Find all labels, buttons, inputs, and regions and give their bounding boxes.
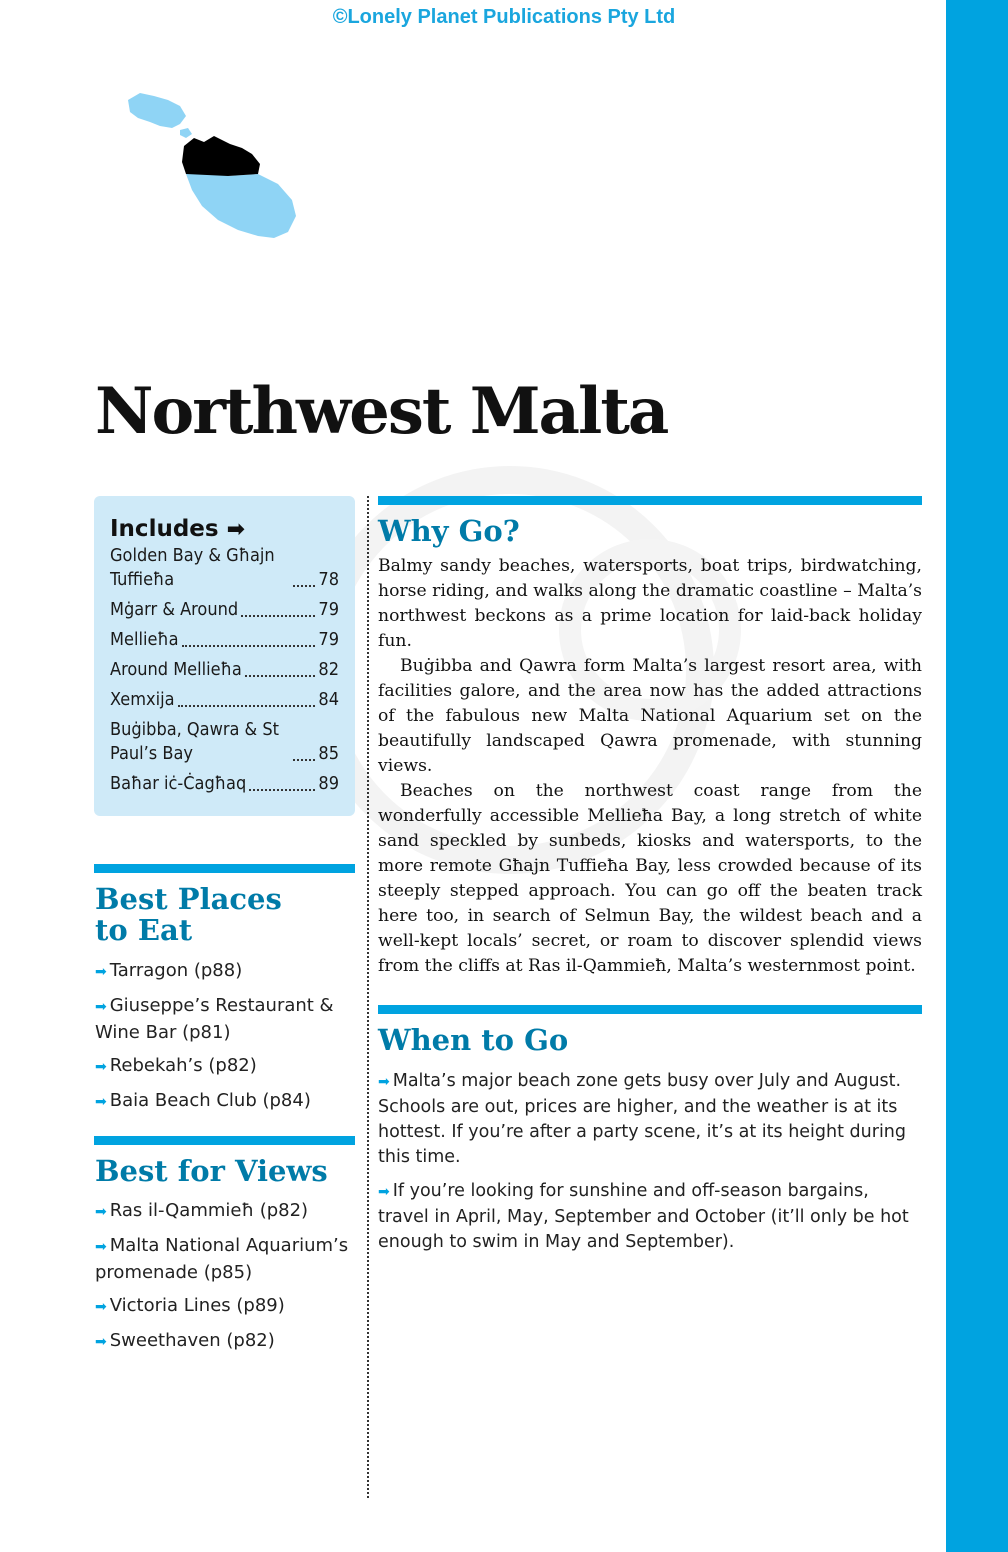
includes-item[interactable] bbox=[110, 718, 339, 766]
includes-item-name: Xemxija bbox=[110, 689, 175, 710]
includes-item-page: 85 bbox=[318, 743, 339, 764]
why-go-body bbox=[378, 554, 922, 979]
leader-dots bbox=[241, 615, 315, 617]
includes-item[interactable] bbox=[110, 688, 339, 712]
includes-item-name: Mġarr & Around bbox=[110, 599, 239, 620]
list-item-text: Ras il-Qammieħ (p82) bbox=[109, 1200, 309, 1221]
includes-item-page: 82 bbox=[318, 659, 339, 680]
includes-item-name: Golden Bay & Għajn Tuffieħa bbox=[110, 545, 275, 590]
list-item-text: Malta National Aquarium’s promenade (p85) bbox=[95, 1235, 349, 1283]
arrow-right-icon: ➡ bbox=[95, 999, 107, 1015]
paragraph: Balmy sandy beaches, watersports, boat trips, birdwatching, horse riding, and walks along the dramatic coastline – Malta’s northwest beckons as a prime location for laid-back holiday fun. bbox=[378, 556, 922, 651]
arrow-right-icon: ➡ bbox=[95, 964, 107, 980]
list-item[interactable] bbox=[95, 1328, 355, 1355]
chapter-tab bbox=[946, 0, 1008, 1552]
best-views-heading: Best for Views bbox=[95, 1154, 328, 1188]
includes-box bbox=[94, 496, 355, 816]
malta-map-icon bbox=[118, 88, 308, 248]
when-to-go-body bbox=[378, 1069, 922, 1264]
section-rule bbox=[378, 1005, 922, 1014]
includes-item[interactable] bbox=[110, 772, 339, 796]
leader-dots bbox=[178, 705, 316, 707]
when-item bbox=[378, 1179, 922, 1255]
arrow-right-icon: ➡ bbox=[95, 1239, 107, 1255]
leader-dots bbox=[249, 789, 315, 791]
section-rule bbox=[94, 1136, 355, 1145]
includes-item[interactable] bbox=[110, 628, 339, 652]
paragraph: Beaches on the northwest coast range from the wonderfully accessible Mellieħa Bay, a long stretch of white sand speckled by sunbeds, kiosks and watersports, to the more remote Għajn Tuffieħa Bay, less crowded because of its steeply stepped approach. You can go off the beaten track here too, in search of Selmun Bay, the wildest beach and a well-kept locals’ secret, or roam to discover splendid views from the cliffs at Ras il-Qammieħ, Malta’s westernmost point. bbox=[378, 781, 922, 976]
section-rule bbox=[378, 496, 922, 505]
leader-dots bbox=[182, 645, 316, 647]
includes-item-name: Mellieħa bbox=[110, 629, 179, 650]
includes-item-page: 89 bbox=[318, 773, 339, 794]
arrow-right-icon: ➡ bbox=[378, 1184, 390, 1200]
list-item-text: Tarragon (p88) bbox=[109, 960, 243, 981]
page-title: Northwest Malta bbox=[95, 374, 668, 449]
leader-dots bbox=[245, 675, 316, 677]
includes-item-page: 79 bbox=[318, 599, 339, 620]
column-divider bbox=[367, 496, 369, 1498]
why-go-heading: Why Go? bbox=[378, 514, 520, 548]
includes-heading-text: Includes bbox=[110, 516, 219, 542]
arrow-right-icon: ➡ bbox=[95, 1059, 107, 1075]
list-item[interactable] bbox=[95, 1053, 350, 1080]
best-eat-heading bbox=[95, 884, 282, 946]
includes-item-name: Baħar iċ-Ċagħaq bbox=[110, 773, 247, 794]
section-rule bbox=[94, 864, 355, 873]
list-item-text: Giuseppe’s Restaurant & Wine Bar (p81) bbox=[95, 995, 334, 1043]
best-eat-heading-line2: to Eat bbox=[95, 913, 193, 947]
list-item-text: Sweethaven (p82) bbox=[109, 1330, 275, 1351]
when-to-go-heading: When to Go bbox=[378, 1023, 569, 1057]
list-item-text: Victoria Lines (p89) bbox=[109, 1295, 285, 1316]
list-item[interactable] bbox=[95, 958, 350, 985]
arrow-right-icon: ➡ bbox=[378, 1074, 390, 1090]
best-eat-list bbox=[95, 958, 350, 1123]
arrow-right-icon: ➡ bbox=[95, 1204, 107, 1220]
includes-item-page: 78 bbox=[318, 569, 339, 590]
best-eat-heading-line1: Best Places bbox=[95, 882, 282, 916]
leader-dots bbox=[293, 585, 315, 587]
when-item-text: If you’re looking for sunshine and off-season bargains, travel in April, May, September and October (it’ll only be hot enough to swim in May and September). bbox=[378, 1181, 909, 1252]
leader-dots bbox=[293, 759, 315, 761]
list-item[interactable] bbox=[95, 1088, 350, 1115]
list-item[interactable] bbox=[95, 993, 350, 1045]
copyright-notice: ©Lonely Planet Publications Pty Ltd bbox=[332, 6, 676, 28]
includes-item[interactable] bbox=[110, 544, 339, 592]
list-item-text: Baia Beach Club (p84) bbox=[109, 1090, 311, 1111]
includes-heading bbox=[110, 516, 339, 542]
arrow-right-icon: ➡ bbox=[95, 1094, 107, 1110]
list-item[interactable] bbox=[95, 1293, 355, 1320]
list-item-text: Rebekah’s (p82) bbox=[109, 1055, 257, 1076]
arrow-right-icon: ➡ bbox=[95, 1334, 107, 1350]
includes-item[interactable] bbox=[110, 598, 339, 622]
bold-arrow-icon: ➡ bbox=[226, 517, 246, 542]
paragraph: Buġibba and Qawra form Malta’s largest resort area, with facilities galore, and the area now has the added attractions of the fabulous new Malta National Aquarium set on the beautifully landscaped Qawra promenade, with stunning views. bbox=[378, 656, 922, 776]
includes-item-name: Around Mellieħa bbox=[110, 659, 242, 680]
includes-item-page: 84 bbox=[318, 689, 339, 710]
includes-item[interactable] bbox=[110, 658, 339, 682]
best-views-list bbox=[95, 1198, 355, 1363]
list-item[interactable] bbox=[95, 1233, 355, 1285]
when-item bbox=[378, 1069, 922, 1170]
list-item[interactable] bbox=[95, 1198, 355, 1225]
includes-list bbox=[110, 544, 339, 796]
arrow-right-icon: ➡ bbox=[95, 1299, 107, 1315]
includes-item-name: Buġibba, Qawra & St Paul’s Bay bbox=[110, 719, 279, 764]
when-item-text: Malta’s major beach zone gets busy over July and August. Schools are out, prices are higher, and the weather is at its hottest. If you’re after a party scene, it’s at its height during this time. bbox=[378, 1071, 906, 1167]
includes-item-page: 79 bbox=[318, 629, 339, 650]
